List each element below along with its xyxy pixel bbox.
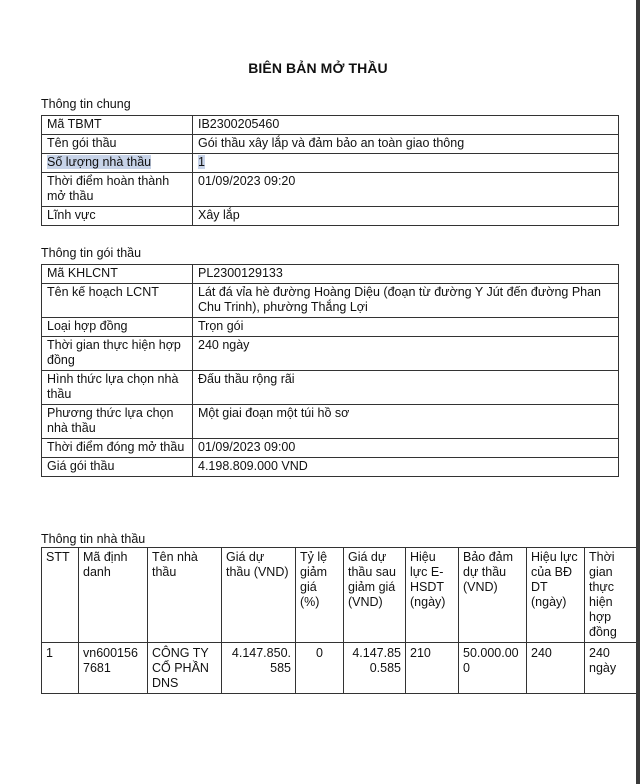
- table-row: [42, 173, 619, 207]
- row-value: Lát đá vỉa hè đường Hoàng Diệu (đoạn từ đường Y Jút đến đường Phan Chu Trinh), phường Thắng Lợi: [193, 284, 619, 318]
- cell-discount: 0: [296, 643, 344, 694]
- column-header: STT: [42, 548, 79, 643]
- row-value: 01/09/2023 09:00: [193, 439, 619, 458]
- column-header: Giá dự thầu sau giảm giá (VND): [344, 548, 406, 643]
- row-label: Giá gói thầu: [42, 458, 193, 477]
- table-row: [42, 284, 619, 318]
- column-header: Tỷ lệ giảm giá (%): [296, 548, 344, 643]
- document-title: BIÊN BẢN MỞ THẦU: [248, 60, 388, 76]
- selected-text[interactable]: 1: [198, 155, 205, 169]
- row-label: Mã KHLCNT: [42, 265, 193, 284]
- row-value: IB2300205460: [193, 116, 619, 135]
- selected-text[interactable]: Số lượng nhà thầu: [47, 155, 152, 169]
- row-label: Loại hợp đồng: [42, 318, 193, 337]
- table-row: [42, 405, 619, 439]
- column-header: Bảo đảm dự thầu (VND): [459, 548, 527, 643]
- row-value: Trọn gói: [193, 318, 619, 337]
- section-general-heading: Thông tin chung: [41, 97, 131, 111]
- table-row: [42, 135, 619, 154]
- table-row: [42, 458, 619, 477]
- row-value: [193, 154, 619, 173]
- row-value: 4.198.809.000 VND: [193, 458, 619, 477]
- column-header: Tên nhà thầu: [148, 548, 222, 643]
- cell-stt: 1: [42, 643, 79, 694]
- column-header: Hiệu lực E-HSDT (ngày): [406, 548, 459, 643]
- cell-bid-price: 4.147.850.585: [222, 643, 296, 694]
- table-row: [42, 207, 619, 226]
- row-value: PL2300129133: [193, 265, 619, 284]
- cell-guarantee: 50.000.000: [459, 643, 527, 694]
- table-row: [42, 318, 619, 337]
- row-label: Mã TBMT: [42, 116, 193, 135]
- table-row: [42, 439, 619, 458]
- row-label: Tên gói thầu: [42, 135, 193, 154]
- section-package-heading: Thông tin gói thầu: [41, 246, 142, 260]
- row-label: Lĩnh vực: [42, 207, 193, 226]
- section-contractor-heading: Thông tin nhà thầu: [41, 532, 146, 546]
- cell-validity: 210: [406, 643, 459, 694]
- table-row: [42, 371, 619, 405]
- window-edge: [636, 0, 640, 784]
- column-header: Thời gian thực hiện hợp đồng: [585, 548, 637, 643]
- row-label: Phương thức lựa chọn nhà thầu: [42, 405, 193, 439]
- table-row: [42, 337, 619, 371]
- row-label: Thời gian thực hiện hợp đồng: [42, 337, 193, 371]
- cell-contract-duration: 240 ngày: [585, 643, 637, 694]
- row-label: Thời điểm hoàn thành mở thầu: [42, 173, 193, 207]
- table-row: [42, 116, 619, 135]
- general-info-table: [41, 115, 619, 226]
- package-info-table: [41, 264, 619, 477]
- row-value: Đấu thầu rộng rãi: [193, 371, 619, 405]
- row-label: [42, 154, 193, 173]
- table-row: [42, 643, 637, 694]
- row-label: Tên kế hoạch LCNT: [42, 284, 193, 318]
- cell-contractor-name: CÔNG TY CỔ PHẦN DNS: [148, 643, 222, 694]
- row-value: Xây lắp: [193, 207, 619, 226]
- row-value: Gói thầu xây lắp và đảm bảo an toàn giao thông: [193, 135, 619, 154]
- row-value: 240 ngày: [193, 337, 619, 371]
- contractor-table: [41, 547, 637, 694]
- table-row: [42, 154, 619, 173]
- row-label: Thời điểm đóng mở thầu: [42, 439, 193, 458]
- row-label: Hình thức lựa chọn nhà thầu: [42, 371, 193, 405]
- row-value: Một giai đoạn một túi hồ sơ: [193, 405, 619, 439]
- row-value: 01/09/2023 09:20: [193, 173, 619, 207]
- table-row: [42, 265, 619, 284]
- column-header: Hiệu lực của BĐ DT (ngày): [527, 548, 585, 643]
- column-header: Giá dự thầu (VND): [222, 548, 296, 643]
- cell-identifier: vn6001567681: [79, 643, 148, 694]
- cell-price-after-discount: 4.147.850.585: [344, 643, 406, 694]
- column-header: Mã định danh: [79, 548, 148, 643]
- cell-guarantee-validity: 240: [527, 643, 585, 694]
- table-header-row: [42, 548, 637, 643]
